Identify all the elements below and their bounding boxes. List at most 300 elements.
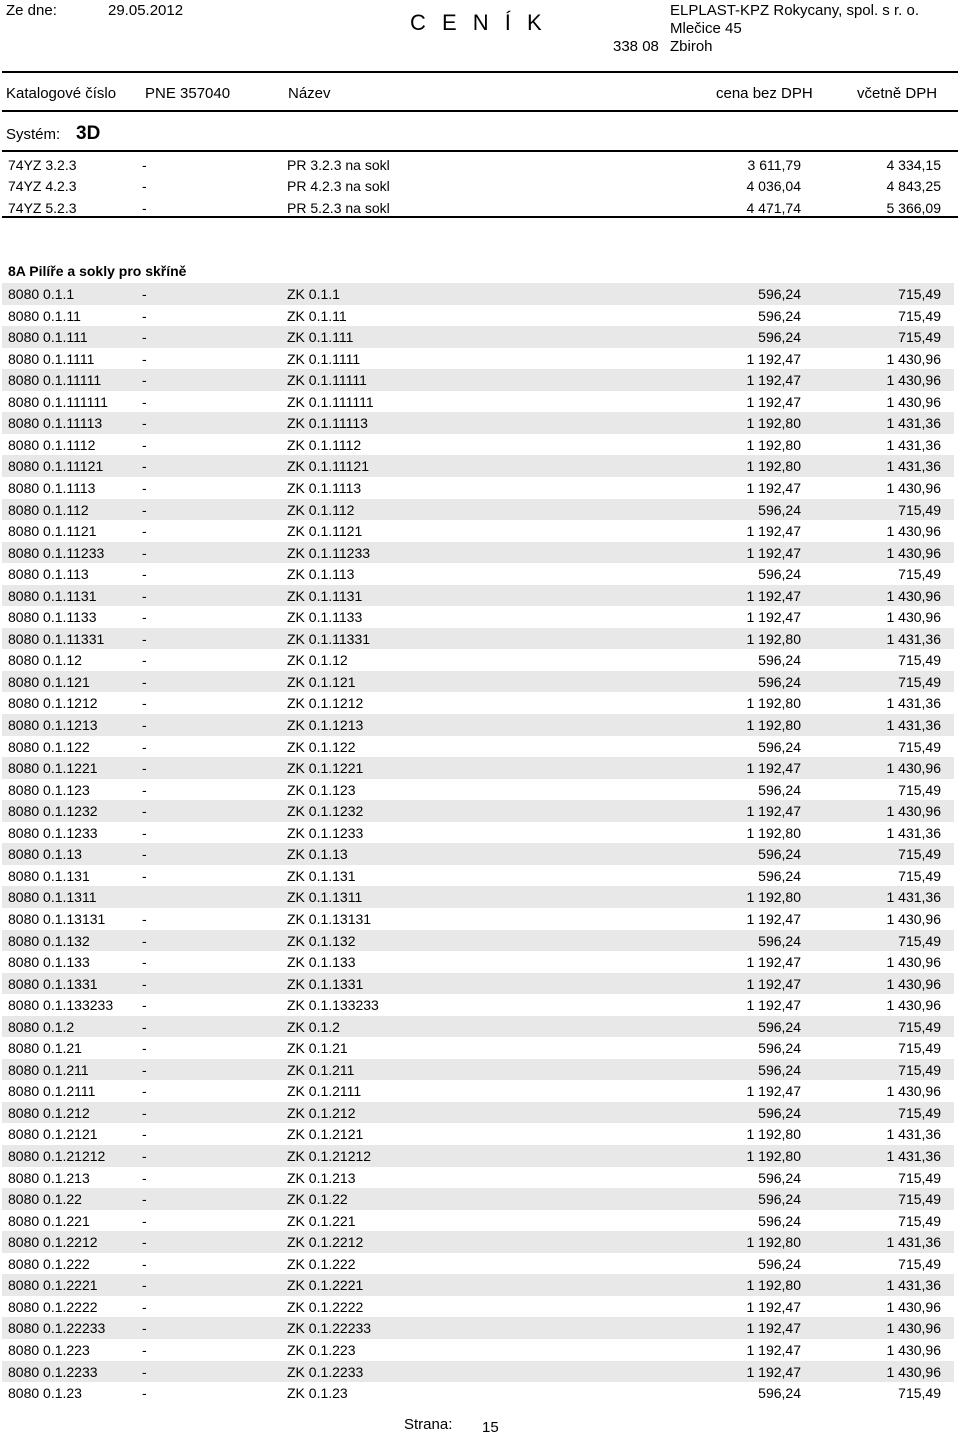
product-name: ZK 0.1.133233 [287, 997, 379, 1014]
catalog-number: 8080 0.1.22 [8, 1191, 82, 1208]
price-net: 3 611,79 [747, 157, 801, 173]
product-name: ZK 0.1.2221 [287, 1277, 364, 1294]
product-name: ZK 0.1.131 [287, 867, 356, 884]
price-net: 1 192,47 [746, 523, 801, 540]
price-gross: 1 431,36 [886, 415, 941, 432]
catalog-number: 8080 0.1.13 [8, 846, 82, 863]
product-name: ZK 0.1.133 [287, 954, 356, 971]
pne-code: - [142, 717, 147, 733]
table-row [2, 606, 954, 628]
table-row [2, 1339, 954, 1361]
top-rows-divider [2, 216, 958, 218]
column-header-pne: PNE 357040 [145, 85, 231, 102]
product-name: ZK 0.1.21212 [287, 1148, 372, 1164]
catalog-number: 8080 0.1.1232 [8, 803, 98, 820]
catalog-number: 74YZ 5.2.3 [8, 199, 77, 216]
catalog-number: 8080 0.1.2222 [8, 1298, 98, 1315]
catalog-number: 8080 0.1.1111 [8, 350, 95, 367]
product-name: ZK 0.1.223 [287, 1341, 356, 1358]
price-net: 596,24 [758, 566, 801, 583]
company-zip: 338 08 [613, 38, 659, 55]
company-street: Mlečice 45 [670, 20, 742, 37]
pne-code: - [142, 1104, 147, 1121]
price-gross: 1 430,96 [886, 544, 941, 561]
pne-code: - [142, 1277, 147, 1294]
product-name: ZK 0.1.2 [287, 1018, 340, 1035]
catalog-number: 8080 0.1.13131 [8, 910, 106, 927]
table-row [2, 348, 954, 370]
table-row [2, 757, 954, 779]
price-net: 1 192,47 [746, 609, 801, 626]
catalog-number: 8080 0.1.212 [8, 1104, 90, 1121]
pne-code: - [142, 307, 147, 324]
product-name: ZK 0.1.11331 [287, 630, 371, 647]
table-row [2, 369, 954, 391]
pne-code: - [142, 329, 147, 346]
price-gross: 715,49 [898, 1169, 941, 1186]
table-row [2, 1037, 954, 1059]
catalog-number: 8080 0.1.131 [8, 867, 90, 884]
product-name: ZK 0.1.1221 [287, 760, 364, 777]
price-net: 596,24 [758, 867, 801, 884]
product-name: ZK 0.1.2222 [287, 1298, 364, 1315]
product-name: PR 5.2.3 na sokl [287, 199, 390, 216]
pne-code: - [142, 157, 147, 173]
pne-code: - [142, 975, 147, 992]
price-net: 1 192,47 [746, 997, 801, 1014]
product-name: ZK 0.1.23 [287, 1385, 348, 1402]
catalog-number: 8080 0.1.11113 [8, 415, 103, 432]
price-net: 1 192,47 [746, 1363, 801, 1380]
pne-code: - [142, 781, 147, 798]
price-gross: 1 430,96 [886, 975, 941, 992]
price-gross: 4 843,25 [886, 178, 941, 195]
pne-code: - [142, 803, 147, 820]
table-row [2, 1188, 954, 1210]
document-title: C E N Í K [410, 10, 547, 35]
column-header-net-price: cena bez DPH [716, 85, 813, 102]
price-gross: 5 366,09 [886, 199, 941, 216]
price-net: 4 471,74 [746, 199, 801, 216]
price-gross: 1 430,96 [886, 803, 941, 820]
section-title: 8A Pilíře a sokly pro skříně [8, 263, 187, 279]
price-gross: 1 431,36 [886, 1148, 941, 1164]
table-row [2, 1059, 954, 1081]
price-net: 1 192,80 [746, 458, 801, 475]
price-gross: 1 430,96 [886, 393, 941, 410]
price-net: 596,24 [758, 329, 801, 346]
price-net: 1 192,47 [746, 954, 801, 971]
price-gross: 4 334,15 [886, 157, 941, 173]
price-gross: 1 430,96 [886, 587, 941, 604]
price-gross: 715,49 [898, 738, 941, 755]
table-row [2, 1274, 954, 1296]
price-gross: 1 430,96 [886, 1320, 941, 1337]
catalog-number: 8080 0.1.213 [8, 1169, 90, 1186]
price-gross: 1 430,96 [886, 760, 941, 777]
price-net: 596,24 [758, 846, 801, 863]
price-net: 596,24 [758, 1212, 801, 1229]
price-gross: 1 431,36 [886, 889, 941, 906]
price-net: 1 192,47 [746, 975, 801, 992]
price-net: 1 192,80 [746, 1148, 801, 1164]
catalog-number: 8080 0.1.222 [8, 1255, 90, 1272]
price-gross: 715,49 [898, 1104, 941, 1121]
price-net: 1 192,47 [746, 393, 801, 410]
price-gross: 715,49 [898, 781, 941, 798]
table-row [2, 1145, 954, 1167]
catalog-number: 74YZ 3.2.3 [8, 157, 77, 173]
price-gross: 1 430,96 [886, 350, 941, 367]
table-row [2, 455, 954, 477]
catalog-number: 8080 0.1.2111 [8, 1083, 96, 1100]
price-net: 1 192,47 [746, 350, 801, 367]
price-gross: 715,49 [898, 501, 941, 518]
catalog-number: 8080 0.1.12 [8, 652, 82, 669]
catalog-number: 8080 0.1.1233 [8, 824, 98, 841]
price-net: 596,24 [758, 932, 801, 949]
pne-code: - [142, 199, 147, 216]
table-row [2, 154, 954, 176]
price-gross: 1 430,96 [886, 910, 941, 927]
product-name: ZK 0.1.12 [287, 652, 348, 669]
price-net: 1 192,47 [746, 1320, 801, 1337]
table-row [2, 1361, 954, 1383]
product-name: ZK 0.1.1111 [287, 350, 361, 367]
price-net: 1 192,80 [746, 1277, 801, 1294]
price-gross: 715,49 [898, 673, 941, 690]
table-row [2, 843, 954, 865]
price-net: 1 192,47 [746, 1341, 801, 1358]
price-gross: 1 431,36 [886, 717, 941, 733]
product-name: ZK 0.1.132 [287, 932, 356, 949]
catalog-number: 8080 0.1.113 [8, 566, 89, 583]
product-name: ZK 0.1.211 [287, 1061, 355, 1078]
product-name: ZK 0.1.11121 [287, 458, 369, 475]
product-name: ZK 0.1.11113 [287, 415, 368, 432]
price-gross: 1 430,96 [886, 954, 941, 971]
table-row [2, 391, 954, 413]
table-row [2, 1253, 954, 1275]
table-row [2, 283, 954, 305]
product-name: ZK 0.1.1112 [287, 436, 362, 453]
product-name: ZK 0.1.1311 [287, 889, 363, 906]
price-gross: 1 430,96 [886, 372, 941, 389]
pne-code: - [142, 1083, 147, 1100]
product-name: ZK 0.1.22233 [287, 1320, 372, 1337]
price-gross: 715,49 [898, 652, 941, 669]
table-row [2, 628, 954, 650]
column-header-divider [2, 110, 958, 112]
price-net: 1 192,47 [746, 372, 801, 389]
pne-code: - [142, 1320, 147, 1337]
product-name: ZK 0.1.13 [287, 846, 348, 863]
price-net: 596,24 [758, 1018, 801, 1035]
price-net: 1 192,47 [746, 803, 801, 820]
price-net: 596,24 [758, 1169, 801, 1186]
table-row [2, 800, 954, 822]
system-label: Systém: [6, 126, 61, 143]
table-row [2, 585, 954, 607]
pne-code: - [142, 910, 147, 927]
price-net: 1 192,80 [746, 889, 801, 906]
pne-code: - [142, 1298, 147, 1315]
product-name: ZK 0.1.1213 [287, 717, 364, 733]
table-row [2, 714, 954, 736]
product-name: ZK 0.1.1232 [287, 803, 364, 820]
product-name: ZK 0.1.2121 [287, 1126, 364, 1143]
product-name: ZK 0.1.113 [287, 566, 355, 583]
pne-code: - [142, 286, 147, 302]
product-name: ZK 0.1.2233 [287, 1363, 364, 1380]
product-name: ZK 0.1.1133 [287, 609, 363, 626]
pne-code: - [142, 1169, 147, 1186]
catalog-number: 8080 0.1.1213 [8, 717, 98, 733]
price-gross: 1 430,96 [886, 997, 941, 1014]
table-row [2, 994, 954, 1016]
price-net: 596,24 [758, 738, 801, 755]
price-gross: 715,49 [898, 1040, 941, 1057]
price-net: 596,24 [758, 286, 801, 302]
pne-code: - [142, 1148, 147, 1164]
table-row [2, 326, 954, 348]
date-label: Ze dne: [6, 2, 57, 19]
price-net: 4 036,04 [746, 178, 801, 195]
pne-code: - [142, 1363, 147, 1380]
price-gross: 715,49 [898, 932, 941, 949]
pne-code: - [142, 997, 147, 1014]
pne-code: - [142, 479, 147, 496]
table-row [2, 692, 954, 714]
catalog-number: 8080 0.1.1212 [8, 695, 98, 712]
price-gross: 715,49 [898, 1191, 941, 1208]
price-net: 1 192,47 [746, 760, 801, 777]
pne-code: - [142, 1126, 147, 1143]
price-net: 596,24 [758, 781, 801, 798]
pne-code: - [142, 501, 147, 518]
table-row [2, 930, 954, 952]
price-net: 596,24 [758, 1040, 801, 1057]
price-net: 596,24 [758, 1061, 801, 1078]
product-name: ZK 0.1.1 [287, 286, 340, 302]
product-name: ZK 0.1.212 [287, 1104, 356, 1121]
product-name: ZK 0.1.122 [287, 738, 356, 755]
table-row [2, 197, 954, 219]
table-row [2, 434, 954, 456]
catalog-number: 74YZ 4.2.3 [8, 178, 77, 195]
price-gross: 1 431,36 [886, 1277, 941, 1294]
pne-code: - [142, 178, 147, 195]
table-row [2, 1231, 954, 1253]
catalog-number: 8080 0.1.2233 [8, 1363, 98, 1380]
catalog-number: 8080 0.1.21212 [8, 1148, 106, 1164]
price-gross: 715,49 [898, 566, 941, 583]
price-net: 1 192,80 [746, 1126, 801, 1143]
table-row [2, 175, 954, 197]
catalog-number: 8080 0.1.11121 [8, 458, 104, 475]
table-row [2, 1080, 954, 1102]
price-gross: 1 430,96 [886, 609, 941, 626]
price-gross: 1 430,96 [886, 1083, 941, 1100]
pne-code: - [142, 350, 147, 367]
product-name: ZK 0.1.123 [287, 781, 356, 798]
company-city: Zbiroh [670, 38, 713, 55]
pne-code: - [142, 867, 147, 884]
price-gross: 715,49 [898, 846, 941, 863]
price-net: 1 192,80 [746, 436, 801, 453]
table-row [2, 1317, 954, 1339]
price-gross: 1 430,96 [886, 1298, 941, 1315]
price-gross: 1 431,36 [886, 1234, 941, 1251]
catalog-number: 8080 0.1.11 [8, 307, 81, 324]
product-name: ZK 0.1.1331 [287, 975, 364, 992]
product-name: ZK 0.1.222 [287, 1255, 356, 1272]
pne-code: - [142, 954, 147, 971]
catalog-number: 8080 0.1.11331 [8, 630, 105, 647]
price-gross: 1 430,96 [886, 1363, 941, 1380]
pne-code: - [142, 393, 147, 410]
catalog-number: 8080 0.1.112 [8, 501, 89, 518]
catalog-number: 8080 0.1.111 [8, 329, 88, 346]
product-name: PR 3.2.3 na sokl [287, 157, 390, 173]
price-gross: 715,49 [898, 1255, 941, 1272]
pne-code: - [142, 824, 147, 841]
price-net: 596,24 [758, 307, 801, 324]
table-row [2, 1102, 954, 1124]
catalog-number: 8080 0.1.21 [8, 1040, 82, 1057]
table-row [2, 779, 954, 801]
table-row [2, 499, 954, 521]
table-row [2, 973, 954, 995]
catalog-number: 8080 0.1.1112 [8, 436, 96, 453]
catalog-number: 8080 0.1.11111 [8, 372, 102, 389]
price-gross: 715,49 [898, 1212, 941, 1229]
pne-code: - [142, 523, 147, 540]
price-net: 596,24 [758, 1104, 801, 1121]
catalog-number: 8080 0.1.1331 [8, 975, 98, 992]
price-net: 596,24 [758, 501, 801, 518]
table-row [2, 736, 954, 758]
price-net: 1 192,80 [746, 1234, 801, 1251]
date-value: 29.05.2012 [108, 2, 184, 19]
system-divider [2, 150, 958, 152]
product-name: ZK 0.1.11233 [287, 544, 371, 561]
catalog-number: 8080 0.1.123 [8, 781, 90, 798]
catalog-number: 8080 0.1.1113 [8, 479, 96, 496]
table-row [2, 305, 954, 327]
price-net: 1 192,47 [746, 1298, 801, 1315]
column-header-catalog: Katalogové číslo [6, 85, 117, 102]
table-row [2, 822, 954, 844]
table-row [2, 886, 954, 908]
table-row [2, 542, 954, 564]
price-gross: 1 431,36 [886, 695, 941, 712]
pne-code: - [142, 1212, 147, 1229]
catalog-number: 8080 0.1.2121 [8, 1126, 98, 1143]
price-gross: 1 430,96 [886, 523, 941, 540]
pne-code: - [142, 1255, 147, 1272]
pne-code: - [142, 609, 147, 626]
product-name: ZK 0.1.1233 [287, 824, 364, 841]
product-name: ZK 0.1.1131 [287, 587, 363, 604]
catalog-number: 8080 0.1.2212 [8, 1234, 98, 1251]
pne-code: - [142, 1341, 147, 1358]
price-net: 1 192,80 [746, 824, 801, 841]
price-gross: 715,49 [898, 1385, 941, 1402]
product-name: ZK 0.1.121 [287, 673, 356, 690]
catalog-number: 8080 0.1.11233 [8, 544, 105, 561]
pne-code: - [142, 1234, 147, 1251]
price-gross: 1 431,36 [886, 436, 941, 453]
price-gross: 715,49 [898, 307, 941, 324]
table-row [2, 649, 954, 671]
catalog-number: 8080 0.1.122 [8, 738, 90, 755]
product-name: ZK 0.1.221 [287, 1212, 356, 1229]
price-gross: 1 431,36 [886, 458, 941, 475]
product-name: ZK 0.1.1212 [287, 695, 364, 712]
pne-code: - [142, 932, 147, 949]
catalog-number: 8080 0.1.1 [8, 286, 75, 302]
price-net: 1 192,80 [746, 415, 801, 432]
catalog-number: 8080 0.1.2 [8, 1018, 75, 1035]
product-name: ZK 0.1.111 [287, 329, 354, 346]
price-net: 1 192,80 [746, 630, 801, 647]
product-name: ZK 0.1.11111 [287, 372, 367, 389]
pne-code: - [142, 372, 147, 389]
price-net: 596,24 [758, 1385, 801, 1402]
catalog-number: 8080 0.1.132 [8, 932, 90, 949]
product-name: ZK 0.1.13131 [287, 910, 372, 927]
pne-code: - [142, 652, 147, 669]
price-gross: 1 430,96 [886, 1341, 941, 1358]
price-net: 596,24 [758, 1255, 801, 1272]
price-gross: 1 431,36 [886, 630, 941, 647]
table-row [2, 1296, 954, 1318]
price-gross: 715,49 [898, 1061, 941, 1078]
price-net: 596,24 [758, 673, 801, 690]
catalog-number: 8080 0.1.1133 [8, 609, 97, 626]
pne-code: - [142, 695, 147, 712]
pne-code: - [142, 1061, 147, 1078]
page-label: Strana: [404, 1416, 453, 1433]
price-net: 1 192,47 [746, 544, 801, 561]
pne-code: - [142, 415, 147, 432]
product-name: ZK 0.1.2111 [287, 1083, 362, 1100]
price-gross: 1 431,36 [886, 1126, 941, 1143]
catalog-number: 8080 0.1.221 [8, 1212, 90, 1229]
price-net: 596,24 [758, 1191, 801, 1208]
price-net: 1 192,47 [746, 479, 801, 496]
price-net: 1 192,80 [746, 717, 801, 733]
catalog-number: 8080 0.1.1121 [8, 523, 97, 540]
price-gross: 715,49 [898, 286, 941, 302]
pne-code: - [142, 436, 147, 453]
page-number: 15 [482, 1419, 499, 1436]
catalog-number: 8080 0.1.22233 [8, 1320, 106, 1337]
product-name: ZK 0.1.1113 [287, 479, 362, 496]
pne-code: - [142, 1018, 147, 1035]
table-row [2, 1210, 954, 1232]
pne-code: - [142, 738, 147, 755]
pne-code: - [142, 630, 147, 647]
product-name: ZK 0.1.112 [287, 501, 355, 518]
price-gross: 1 430,96 [886, 479, 941, 496]
pne-code: - [142, 760, 147, 777]
product-name: ZK 0.1.2212 [287, 1234, 364, 1251]
price-net: 1 192,47 [746, 1083, 801, 1100]
table-row [2, 908, 954, 930]
table-row [2, 1123, 954, 1145]
